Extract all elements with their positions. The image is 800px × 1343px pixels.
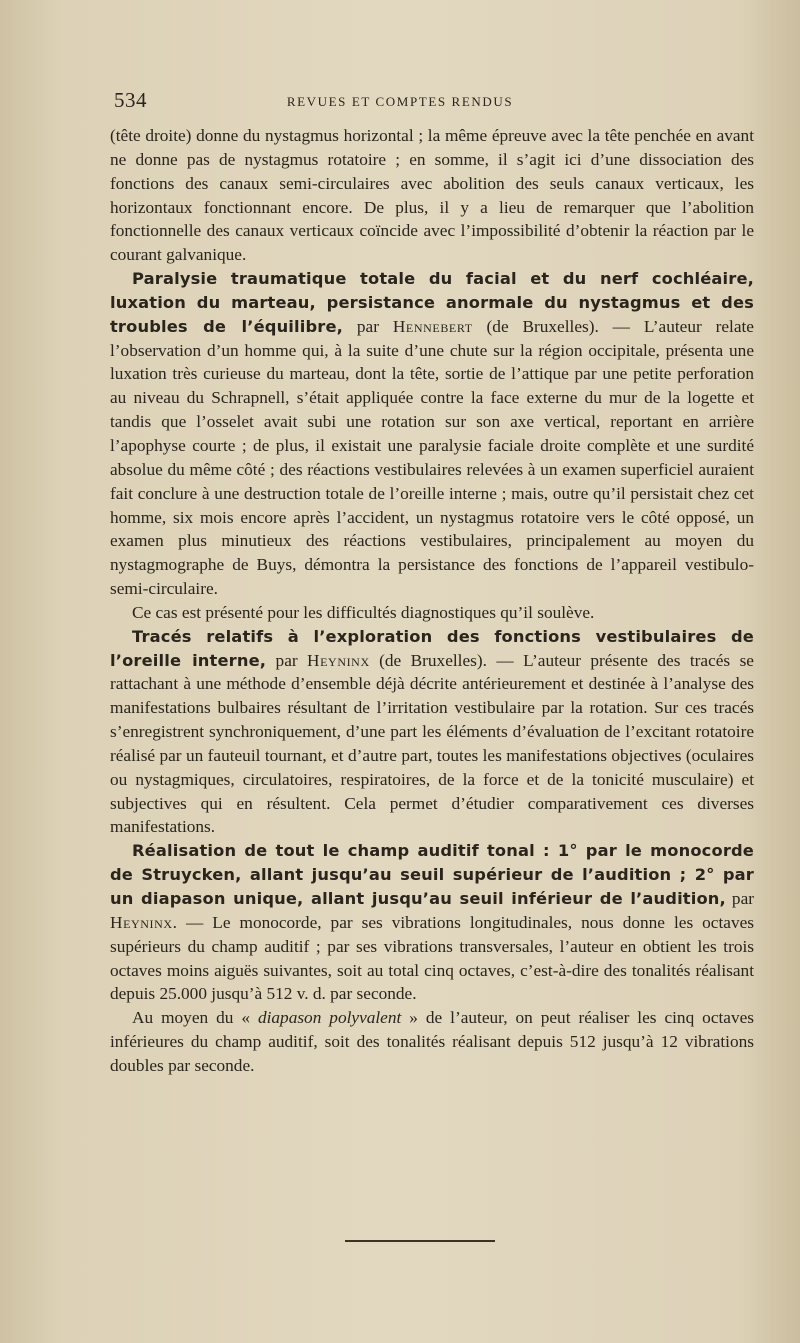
section-heading: Tracés relatifs à l’exploration des fonctions vestibulaires de l’oreille interne, xyxy=(110,626,754,670)
section-heading: Réalisation de tout le champ auditif tonal : 1° par le monocorde de Struycken, allant jusqu’au seuil supérieur de l’audition ; 2° par un diapason unique, allant jusqu’au seuil inférieur de l’audition, xyxy=(110,841,754,908)
author-name: Hennebert xyxy=(392,316,473,336)
section-heading: Paralysie traumatique totale du facial et du nerf cochléaire, luxation du marteau, persistance anormale du nystagmus et des troubles de l’équilibre, xyxy=(110,269,754,336)
paragraph-heyninx-traces: Tracés relatifs à l’exploration des fonctions vestibulaires de l’oreille interne, par Heyninx (de Bruxelles). — L’auteur présente des tracés se rattachant à une méthode d’ensemble déjà décrite antérieurement et destinée à l’analyse des manifestations bulbaires résultant de l’irritation vestibulaire par la rotation. Sur ces tracés s’enregistrent synchroniquement, d’une part les éléments d’évaluation de l’excitant rotatoire réalisé par un fauteuil tournant, et d’autre part, toutes les manifestations objectives (oculaires ou nystagmiques, circulatoires, respiratoires, de la force et de la tonicité musculaire) et subjectives qui en résultent. Cela permet d’étudier comparativement ces diverses manifestations. xyxy=(110,626,754,837)
paragraph-remark: Ce cas est présenté pour les difficultés diagnostiques qu’il soulève. xyxy=(132,602,595,622)
paragraph-heyninx-monocorde: Réalisation de tout le champ auditif tonal : 1° par le monocorde de Struycken, allant jusqu’au seuil supérieur de l’audition ; 2° par un diapason unique, allant jusqu’au seuil inférieur de l’audition, par Heyninx. — Le monocorde, par ses vibrations longitudinales, nous donne les octaves supérieurs du champ auditif ; par ses vibrations transversales, l’auteur en obtient les trois octaves moins aiguës suivantes, soit au total cinq octaves, c’est-à-dire des tonalités réalisant depuis 25.000 jusqu’à 512 v. d. par seconde. xyxy=(110,841,754,1004)
running-head: REVUES ET COMPTES RENDUS xyxy=(286,94,514,109)
paragraph-diapason: Au moyen du « diapason polyvalent » de l’auteur, on peut réaliser les cinq octaves inférieures du champ auditif, soit des tonalités réalisant depuis 512 jusqu’à 12 vibrations doubles par seconde. xyxy=(110,1008,754,1075)
page-number: 534 xyxy=(114,88,147,112)
page-header xyxy=(110,88,690,118)
paragraph-continuation: (tête droite) donne du nystagmus horizontal ; la même épreuve avec la tête penchée en avant ne donne pas de nystagmus rotatoire ; en somme, il s’agit ici d’une dissociation des fonctions des canaux semi-circulaires avec abolition des seuls canaux verticaux, les horizontaux fonctionnant encore. De plus, il y a lieu de remarquer que l’abolition fonctionnelle des canaux verticaux coïncide avec l’impossibilité d’obtenir la réaction par le courant galvanique. xyxy=(110,126,754,265)
author-name: Heyninx xyxy=(110,912,173,932)
author-name: Heyninx xyxy=(307,650,370,670)
term-diapason: diapason polyvalent xyxy=(257,1008,402,1028)
paragraph-hennebert: Paralysie traumatique totale du facial et du nerf cochléaire, luxation du marteau, persistance anormale du nystagmus et des troubles de l’équilibre, par Hennebert (de Bruxelles). — L’auteur relate l’observation d’un homme qui, à la suite d’une chute sur la région occipitale, présenta une luxation très curieuse du marteau, dont la tête, sortie de l’attique par une petite perforation au niveau du Schrapnell, s’était appliquée contre la face externe du mur de la logette et tandis que l’osselet avait subi une rotation sur son axe vertical, reportant en arrière l’apophyse courte ; de plus, il existait une paralysie faciale droite complète et une surdité absolue du même côté ; des réactions vestibulaires relevées à un examen superficiel auraient fait conclure à une destruction totale de l’oreille interne ; mais, outre qu’il persistait chez cet homme, six mois encore après l’accident, un nystagmus rotatoire vers le côté opposé, un examen plus minutieux des réactions vestibulaires, principalement au moyen du nystagmographe de Buys, démontra la persistance des fonctions de l’appareil vestibulo-semi-circulaire. xyxy=(110,269,754,599)
article-body xyxy=(110,124,754,1078)
end-rule-divider xyxy=(345,1240,495,1242)
